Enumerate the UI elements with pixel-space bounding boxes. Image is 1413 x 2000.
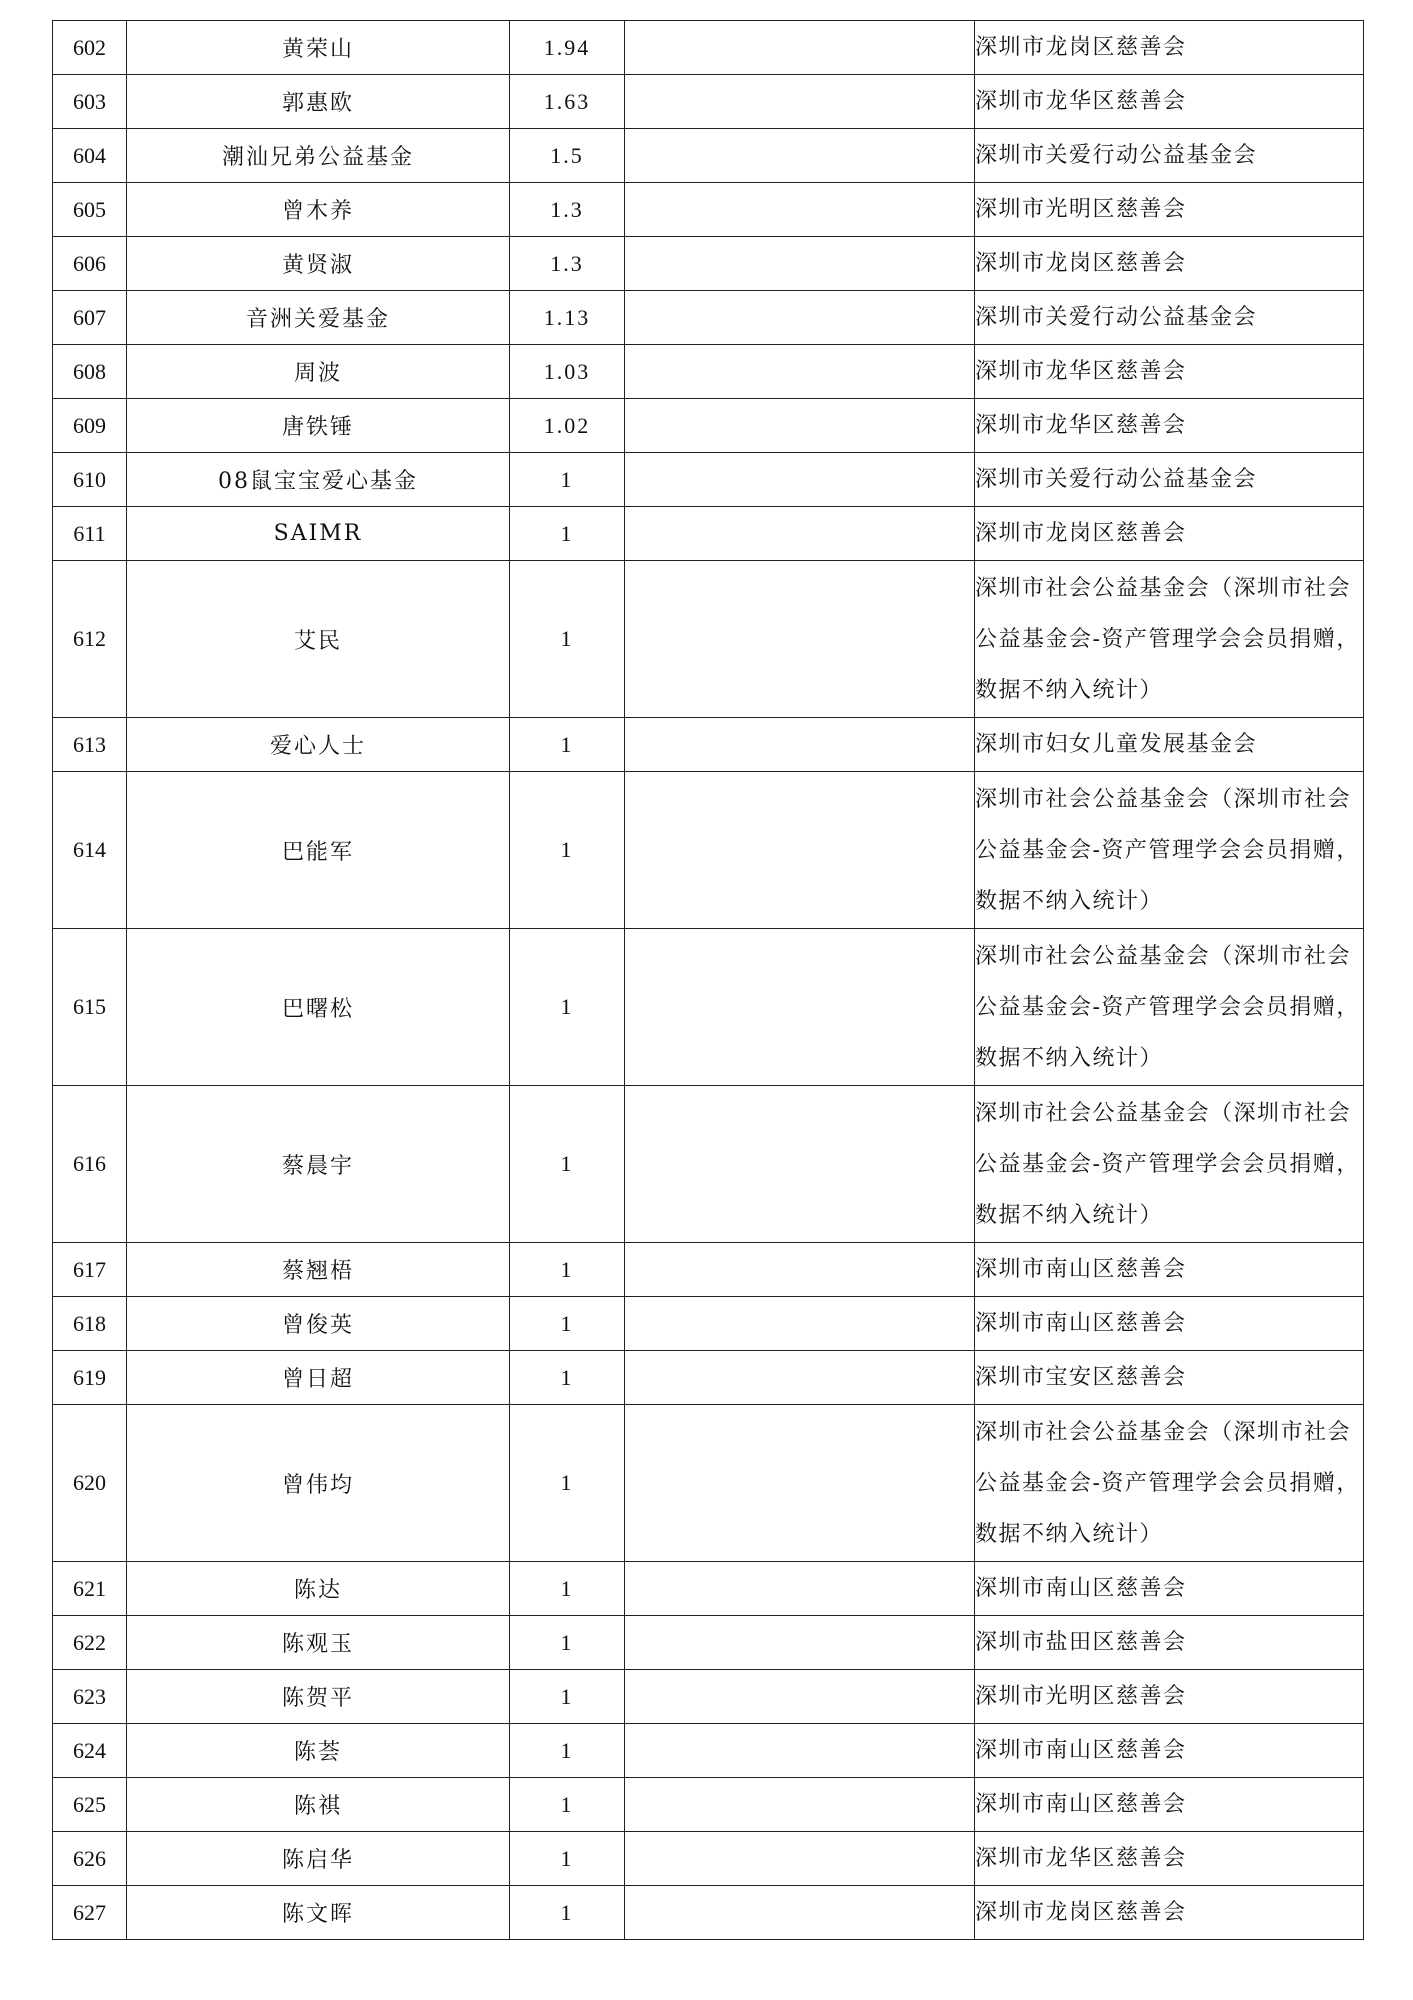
row-number: 621 — [53, 1562, 127, 1616]
row-number: 611 — [53, 507, 127, 561]
row-number: 612 — [53, 561, 127, 718]
empty-cell — [625, 929, 975, 1086]
empty-cell — [625, 1086, 975, 1243]
empty-cell — [625, 129, 975, 183]
recipient-organization: 深圳市龙岗区慈善会 — [975, 21, 1364, 75]
donation-amount: 1 — [510, 453, 625, 507]
recipient-organization: 深圳市龙华区慈善会 — [975, 1832, 1364, 1886]
empty-cell — [625, 183, 975, 237]
recipient-organization: 深圳市关爱行动公益基金会 — [975, 129, 1364, 183]
empty-cell — [625, 1351, 975, 1405]
empty-cell — [625, 237, 975, 291]
table-row — [53, 453, 1364, 507]
recipient-organization: 深圳市社会公益基金会（深圳市社会公益基金会-资产管理学会会员捐赠，数据不纳入统计） — [975, 1086, 1364, 1243]
row-number: 622 — [53, 1616, 127, 1670]
empty-cell — [625, 1243, 975, 1297]
donor-name: 陈文晖 — [127, 1886, 510, 1940]
donor-name: 唐铁锤 — [127, 399, 510, 453]
donation-amount: 1.13 — [510, 291, 625, 345]
donation-amount: 1 — [510, 1886, 625, 1940]
donation-amount: 1.63 — [510, 75, 625, 129]
empty-cell — [625, 453, 975, 507]
donation-amount: 1 — [510, 561, 625, 718]
table-row — [53, 183, 1364, 237]
donation-amount: 1 — [510, 718, 625, 772]
donor-name: 曾木养 — [127, 183, 510, 237]
row-number: 607 — [53, 291, 127, 345]
donation-amount: 1 — [510, 1351, 625, 1405]
empty-cell — [625, 1724, 975, 1778]
empty-cell — [625, 399, 975, 453]
donor-name: 周波 — [127, 345, 510, 399]
donor-name: 陈贺平 — [127, 1670, 510, 1724]
donation-amount: 1.5 — [510, 129, 625, 183]
empty-cell — [625, 75, 975, 129]
donation-table — [52, 20, 1364, 1940]
empty-cell — [625, 718, 975, 772]
donor-name: 黄贤淑 — [127, 237, 510, 291]
donation-table-body — [53, 21, 1364, 1940]
row-number: 617 — [53, 1243, 127, 1297]
table-row — [53, 345, 1364, 399]
empty-cell — [625, 507, 975, 561]
recipient-organization: 深圳市南山区慈善会 — [975, 1297, 1364, 1351]
row-number: 606 — [53, 237, 127, 291]
donor-name: 曾日超 — [127, 1351, 510, 1405]
empty-cell — [625, 1297, 975, 1351]
recipient-organization: 深圳市社会公益基金会（深圳市社会公益基金会-资产管理学会会员捐赠，数据不纳入统计） — [975, 1405, 1364, 1562]
donation-amount: 1 — [510, 1243, 625, 1297]
donor-name: 爱心人士 — [127, 718, 510, 772]
table-row — [53, 399, 1364, 453]
row-number: 603 — [53, 75, 127, 129]
row-number: 613 — [53, 718, 127, 772]
donation-amount: 1.03 — [510, 345, 625, 399]
table-row — [53, 237, 1364, 291]
table-row — [53, 1724, 1364, 1778]
row-number: 625 — [53, 1778, 127, 1832]
donation-amount: 1 — [510, 1405, 625, 1562]
donor-name: 曾伟均 — [127, 1405, 510, 1562]
donor-name: 陈荟 — [127, 1724, 510, 1778]
recipient-organization: 深圳市南山区慈善会 — [975, 1778, 1364, 1832]
empty-cell — [625, 21, 975, 75]
recipient-organization: 深圳市龙岗区慈善会 — [975, 237, 1364, 291]
empty-cell — [625, 1832, 975, 1886]
donation-amount: 1.94 — [510, 21, 625, 75]
donation-amount: 1 — [510, 1086, 625, 1243]
donor-name: 陈祺 — [127, 1778, 510, 1832]
donor-name: 音洲关爱基金 — [127, 291, 510, 345]
table-row — [53, 1351, 1364, 1405]
donation-amount: 1 — [510, 1724, 625, 1778]
donor-name: 黄荣山 — [127, 21, 510, 75]
empty-cell — [625, 291, 975, 345]
table-row — [53, 1832, 1364, 1886]
recipient-organization: 深圳市龙华区慈善会 — [975, 399, 1364, 453]
table-row — [53, 1616, 1364, 1670]
table-row — [53, 718, 1364, 772]
table-row — [53, 1562, 1364, 1616]
donor-name: 艾民 — [127, 561, 510, 718]
row-number: 618 — [53, 1297, 127, 1351]
recipient-organization: 深圳市南山区慈善会 — [975, 1243, 1364, 1297]
empty-cell — [625, 1886, 975, 1940]
table-row — [53, 129, 1364, 183]
donation-amount: 1 — [510, 1616, 625, 1670]
table-row — [53, 772, 1364, 929]
donation-amount: 1.3 — [510, 183, 625, 237]
table-row — [53, 507, 1364, 561]
donor-name: 郭惠欧 — [127, 75, 510, 129]
table-row — [53, 1405, 1364, 1562]
table-row — [53, 1670, 1364, 1724]
recipient-organization: 深圳市南山区慈善会 — [975, 1724, 1364, 1778]
table-row — [53, 929, 1364, 1086]
row-number: 626 — [53, 1832, 127, 1886]
recipient-organization: 深圳市光明区慈善会 — [975, 183, 1364, 237]
table-row — [53, 1297, 1364, 1351]
recipient-organization: 深圳市南山区慈善会 — [975, 1562, 1364, 1616]
row-number: 624 — [53, 1724, 127, 1778]
donor-name: 曾俊英 — [127, 1297, 510, 1351]
row-number: 619 — [53, 1351, 127, 1405]
donor-name: 巴能军 — [127, 772, 510, 929]
table-row — [53, 1886, 1364, 1940]
table-row — [53, 561, 1364, 718]
row-number: 616 — [53, 1086, 127, 1243]
recipient-organization: 深圳市宝安区慈善会 — [975, 1351, 1364, 1405]
table-row — [53, 1086, 1364, 1243]
row-number: 604 — [53, 129, 127, 183]
table-row — [53, 21, 1364, 75]
recipient-organization: 深圳市关爱行动公益基金会 — [975, 453, 1364, 507]
donor-name: 08鼠宝宝爱心基金 — [127, 453, 510, 507]
empty-cell — [625, 345, 975, 399]
row-number: 609 — [53, 399, 127, 453]
recipient-organization: 深圳市光明区慈善会 — [975, 1670, 1364, 1724]
donor-name: 潮汕兄弟公益基金 — [127, 129, 510, 183]
table-row — [53, 75, 1364, 129]
empty-cell — [625, 561, 975, 718]
recipient-organization: 深圳市社会公益基金会（深圳市社会公益基金会-资产管理学会会员捐赠，数据不纳入统计） — [975, 561, 1364, 718]
donor-name: 陈达 — [127, 1562, 510, 1616]
recipient-organization: 深圳市龙岗区慈善会 — [975, 1886, 1364, 1940]
recipient-organization: 深圳市关爱行动公益基金会 — [975, 291, 1364, 345]
table-row — [53, 1778, 1364, 1832]
donation-amount: 1 — [510, 1778, 625, 1832]
donation-amount: 1 — [510, 1832, 625, 1886]
donor-name: SAIMR — [127, 507, 510, 561]
donor-name: 陈启华 — [127, 1832, 510, 1886]
empty-cell — [625, 772, 975, 929]
donor-name: 蔡翘梧 — [127, 1243, 510, 1297]
recipient-organization: 深圳市盐田区慈善会 — [975, 1616, 1364, 1670]
empty-cell — [625, 1562, 975, 1616]
empty-cell — [625, 1616, 975, 1670]
row-number: 615 — [53, 929, 127, 1086]
recipient-organization: 深圳市社会公益基金会（深圳市社会公益基金会-资产管理学会会员捐赠，数据不纳入统计） — [975, 929, 1364, 1086]
empty-cell — [625, 1778, 975, 1832]
donation-amount: 1 — [510, 929, 625, 1086]
row-number: 620 — [53, 1405, 127, 1562]
donation-amount: 1 — [510, 772, 625, 929]
row-number: 610 — [53, 453, 127, 507]
donation-amount: 1 — [510, 1297, 625, 1351]
donation-amount: 1.3 — [510, 237, 625, 291]
recipient-organization: 深圳市社会公益基金会（深圳市社会公益基金会-资产管理学会会员捐赠，数据不纳入统计） — [975, 772, 1364, 929]
empty-cell — [625, 1670, 975, 1724]
table-row — [53, 291, 1364, 345]
row-number: 605 — [53, 183, 127, 237]
row-number: 627 — [53, 1886, 127, 1940]
donation-amount: 1.02 — [510, 399, 625, 453]
recipient-organization: 深圳市龙华区慈善会 — [975, 345, 1364, 399]
donor-name: 蔡晨宇 — [127, 1086, 510, 1243]
row-number: 608 — [53, 345, 127, 399]
donation-amount: 1 — [510, 1562, 625, 1616]
donor-name: 陈观玉 — [127, 1616, 510, 1670]
recipient-organization: 深圳市龙岗区慈善会 — [975, 507, 1364, 561]
recipient-organization: 深圳市妇女儿童发展基金会 — [975, 718, 1364, 772]
row-number: 614 — [53, 772, 127, 929]
table-row — [53, 1243, 1364, 1297]
recipient-organization: 深圳市龙华区慈善会 — [975, 75, 1364, 129]
donation-amount: 1 — [510, 1670, 625, 1724]
donation-amount: 1 — [510, 507, 625, 561]
empty-cell — [625, 1405, 975, 1562]
donor-name: 巴曙松 — [127, 929, 510, 1086]
row-number: 623 — [53, 1670, 127, 1724]
row-number: 602 — [53, 21, 127, 75]
